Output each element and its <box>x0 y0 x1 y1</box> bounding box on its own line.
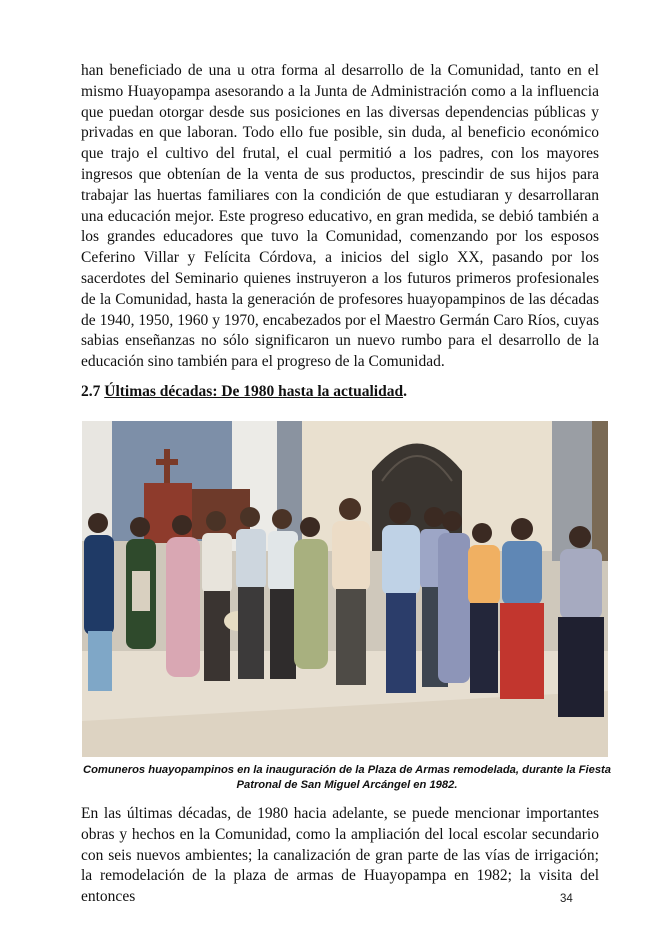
section-number: 2.7 <box>81 383 101 400</box>
body-paragraph-bottom: En las últimas décadas, de 1980 hacia adelante, se puede mencionar importantes obras y hechos en la Comunidad, como la ampliación del local escolar secundario con seis nuevos ambientes; la canalización de gran parte de las vías de irrigación; la remodelación de la plaza de armas de Huayopampa en 1982; la visita del entonces <box>81 805 599 906</box>
section-title-period: . <box>403 383 407 400</box>
section-heading <box>81 383 599 401</box>
section-title: Últimas décadas: De 1980 hasta la actualidad <box>104 383 404 400</box>
page-number: 34 <box>560 893 573 905</box>
group-photo-illustration <box>82 421 608 757</box>
photo-caption: Comuneros huayopampinos en la inauguración de la Plaza de Armas remodelada, durante la Fiesta Patronal de San Miguel Arcángel en 1982. <box>82 764 612 791</box>
group-photo <box>82 421 608 757</box>
body-paragraph-top: han beneficiado de una u otra forma al desarrollo de la Comunidad, tanto en el mismo Huayopampa asesorando a la Junta de Administración como a la influencia que puedan otorgar desde sus posiciones en las diversas dependencias públicas y privadas en que laboran. Todo ello fue posible, sin duda, al beneficio económico que trajo el cultivo del frutal, el cual permitió a los padres, con los mayores ingresos que obtenían de la venta de sus productos, prescindir de sus hijos para trabajar las huertas familiares con la condición de que estudiaran y desarrollaran una educación mejor. Este progreso educativo, en gran medida, se debió también a los grandes educadores que tuvo la Comunidad, comenzando por los esposos Ceferino Villar y Felícita Córdova, a inicios del siglo XX, pasando por los sacerdotes del Seminario quienes instruyeron a los futuros primeros profesionales de la Comunidad, hasta la generación de profesores huayopampinos de las décadas de 1940, 1950, 1960 y 1970, encabezados por el Maestro Germán Caro Ríos, cuyas sabias enseñanzas no sólo significaron un nuevo rumbo para el desarrollo de la educación sino también para el progreso de la Comunidad. <box>81 62 599 371</box>
